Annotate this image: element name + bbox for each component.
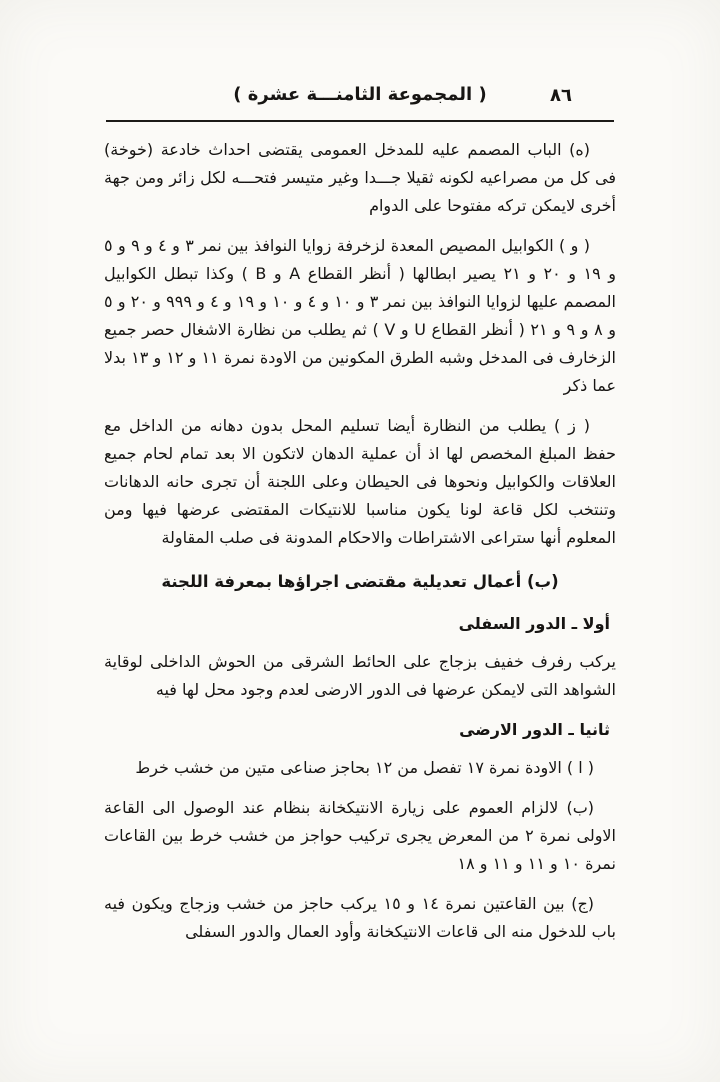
header-divider xyxy=(106,120,614,122)
document-body xyxy=(104,136,616,946)
paragraph-zay: ( ز ) يطلب من النظارة أيضا تسليم المحل بدون دهانه من الداخل مع حفظ المبلغ المخصص لها اذ أن عملية الدهان لاتكون الا بعد تمام لحام جميع العلاقات والكوابيل ونحوها فى الحيطان وعلى اللجنة أن تجرى حانه الدهانات وتنتخب لكل قاعة لونا يكون مناسبا للانتيكات المقتضى عرضها فيها ومن المعلوم أنها ستراعى الاشتراطات والاحكام المدونة فى صلب المقاولة xyxy=(104,416,616,547)
page-header xyxy=(104,84,616,114)
paragraph-waw: ( و ) الكوابيل المصيص المعدة لزخرفة زوايا النوافذ بين نمر ٣ و ٤ و ٩ و ٥ و ١٩ و ٢٠ و ٢١ يصير ابطالها ( أنظر القطاع A و B ) وكذا تبطل الكوابيل المصمم عليها لزوايا النوافذ بين نمر ٣ و ١٠ و ٤ و ١٠ و ١٩ و ٤ و ٩٩٩ و ٢٠ و ٥ و ٨ و ٩ و ٢١ ( أنظر القطاع U و V ) ثم يطلب من نظارة الاشغال حصر جميع الزخارف فى المدخل وشبه الطرق المكونين من الاودة نمرة ١١ و ١٢ و ١٣ بدلا عما ذكر xyxy=(104,236,617,395)
subheading-second-ground-floor: ثانيا ـ الدور الارضى xyxy=(459,720,610,739)
page-content xyxy=(104,84,616,958)
item-jim: (ج) بين القاعتين نمرة ١٤ و ١٥ يركب حاجز من خشب وزجاج ويكون فيه باب للدخول منه الى قاعات الانتيكخانة وأود العمال والدور السفلى xyxy=(104,894,616,941)
item-alef: ( ا ) الاودة نمرة ١٧ تفصل من ١٢ بحاجز صناعى متين من خشب خرط xyxy=(135,758,594,777)
page-title: ( المجموعة الثامنـــة عشرة ) xyxy=(233,84,487,105)
paragraph-ha: (ه) الباب المصمم عليه للمدخل العمومى يقتضى احداث خادعة (خوخة) فى كل من مصراعيه لكونه ثقيلا جـــدا وغير متيسر فتحـــه لكل زائر ومن جهة أخرى لايمكن تركه مفتوحا على الدوام xyxy=(104,140,616,215)
section-b-heading: (ب) أعمال تعديلية مقتضى اجراؤها بمعرفة اللجنة xyxy=(161,572,559,591)
page-number: ٨٦ xyxy=(550,85,572,106)
paragraph-lower-floor: يركب رفرف خفيف بزجاج على الحائط الشرقى من الحوش الداخلى لوقاية الشواهد التى لايمكن عرضها فى الدور الارضى لعدم وجود محل لها فيه xyxy=(104,652,616,699)
subheading-first-lower-floor: أولا ـ الدور السفلى xyxy=(458,614,610,633)
item-ba: (ب) لالزام العموم على زيارة الانتيكخانة بنظام عند الوصول الى القاعة الاولى نمرة ٢ من المعرض يجرى تركيب حواجز من خشب خرط بين القاعات نمرة ١٠ و ١١ و ١١ و ١٨ xyxy=(104,798,616,873)
